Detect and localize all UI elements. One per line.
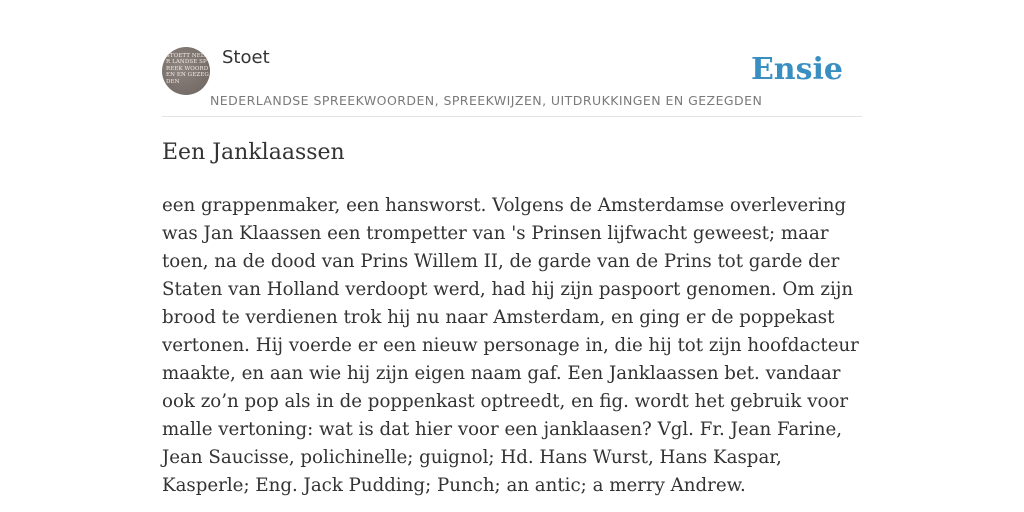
source-subtitle[interactable]: NEDERLANDSE SPREEKWOORDEN, SPREEKWIJZEN, UITDRUKKINGEN EN GEZEGDEN	[210, 93, 763, 108]
header	[162, 46, 862, 117]
author-name[interactable]: Stoet	[222, 47, 270, 68]
entry-body: een grappenmaker, een hansworst. Volgens de Amsterdamse overlevering was Jan Klaassen een trompetter van 's Prinsen lijfwacht geweest; maar toen, na de dood van Prins Willem II, de garde van de Prins tot garde der Staten van Holland verdoopt werd, had hij zijn paspoort genomen. Om zijn brood te verdienen trok hij nu naar Amsterdam, en ging er de poppekast vertonen. Hij voerde er een nieuw personage in, die hij tot zijn hoofdacteur maakte, en aan wie hij zijn eigen naam gaf. Een Janklaassen bet. vandaar ook zo’n pop als in de poppenkast optreedt, en fig. wordt het gebruik voor malle vertoning: wat is dat hier voor een janklaasen? Vgl. Fr. Jean Farine, Jean Saucisse, polichinelle; guignol; Hd. Hans Wurst, Hans Kaspar, Kasperle; Eng. Jack Pudding; Punch; an antic; a merry Andrew.	[162, 195, 859, 496]
entry-title: Een Janklaassen	[162, 140, 345, 165]
avatar[interactable]	[162, 47, 210, 95]
avatar-book-cover-text: STOETT NEDER LANDSE SPREEK WOORDEN EN GEZEGDEN	[166, 53, 210, 85]
brand-logo[interactable]: Ensie	[750, 52, 843, 87]
